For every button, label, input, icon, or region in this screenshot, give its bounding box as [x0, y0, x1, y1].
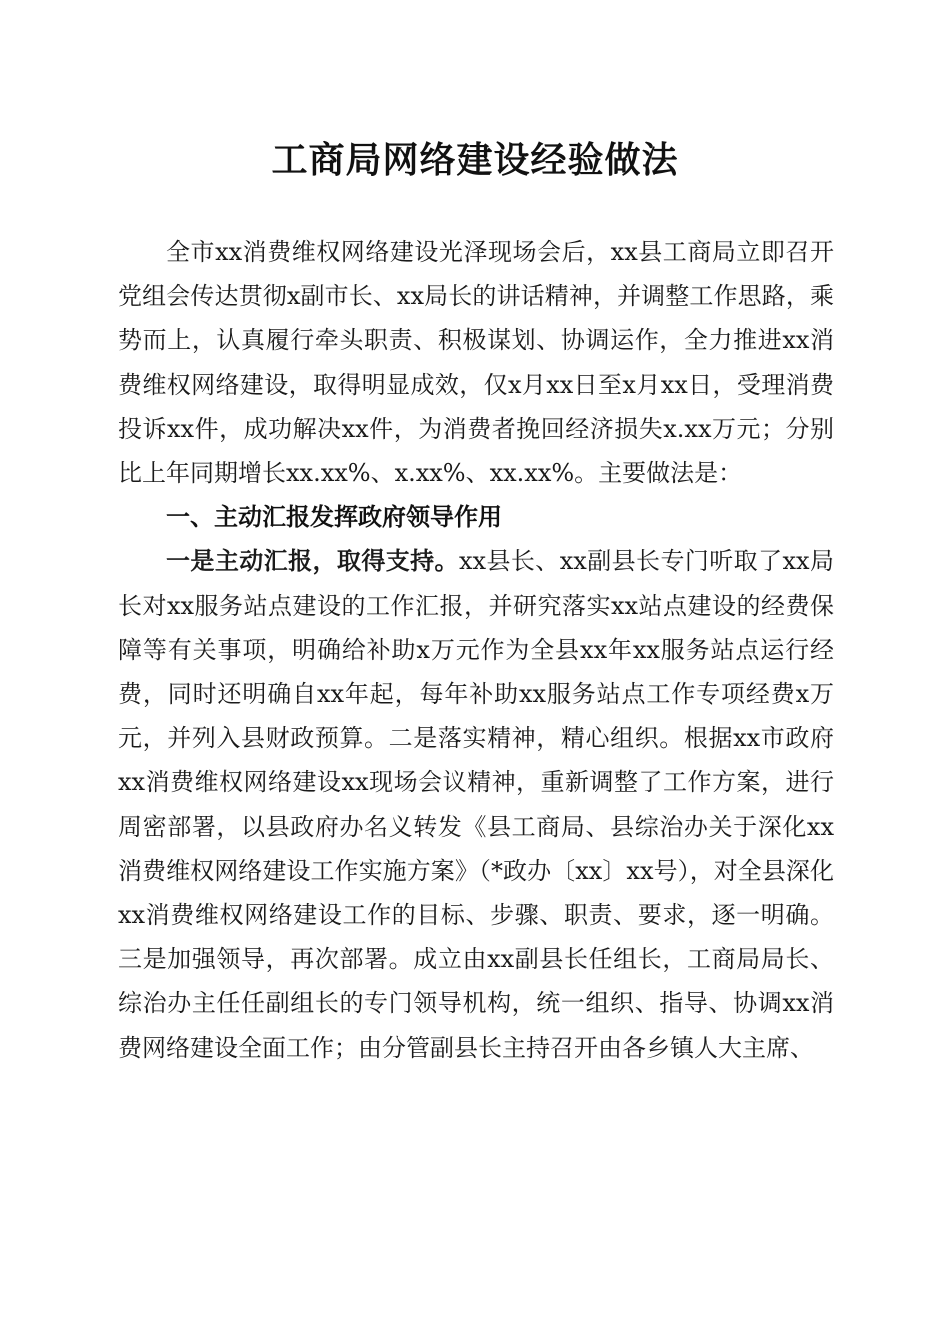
- section-heading-1: 一、主动汇报发挥政府领导作用: [166, 503, 502, 532]
- section-1-paragraph: [118, 539, 834, 1069]
- document-title: 工商局网络建设经验做法: [271, 139, 679, 181]
- document-body: [118, 230, 834, 1070]
- section-1-lead: 一是主动汇报，取得支持。: [166, 546, 459, 576]
- intro-paragraph: 全市xx消费维权网络建设光泽现场会后，xx县工商局立即召开党组会传达贯彻x副市长、xx局长的讲话精神，并调整工作思路，乘势而上，认真履行牵头职责、积极谋划、协调运作，全力推进xx消费维权网络建设，取得明显成效，仅x月xx日至x月xx日，受理消费投诉xx件，成功解决xx件，为消费者挽回经济损失x.xx万元；分别比上年同期增长xx.xx%、x.xx%、xx.xx%。主要做法是：: [118, 238, 834, 488]
- section-1-text: xx县长、xx副县长专门听取了xx局长对xx服务站点建设的工作汇报，并研究落实xx站点建设的经费保障等有关事项，明确给补助x万元作为全县xx年xx服务站点运行经费，同时还明确自xx年起，每年补助xx服务站点工作专项经费x万元，并列入县财政预算。二是落实精神，精心组织。根据xx市政府xx消费维权网络建设xx现场会议精神，重新调整了工作方案，进行周密部署，以县政府办名义转发《县工商局、县综治办关于深化xx消费维权网络建设工作实施方案》（*政办〔xx〕xx号），对全县深化xx消费维权网络建设工作的目标、步骤、职责、要求，逐一明确。三是加强领导，再次部署。成立由xx副县长任组长，工商局局长、综治办主任任副组长的专门领导机构，统一组织、指导、协调xx消费网络建设全面工作；由分管副县长主持召开由各乡镇人大主席、: [118, 547, 834, 1062]
